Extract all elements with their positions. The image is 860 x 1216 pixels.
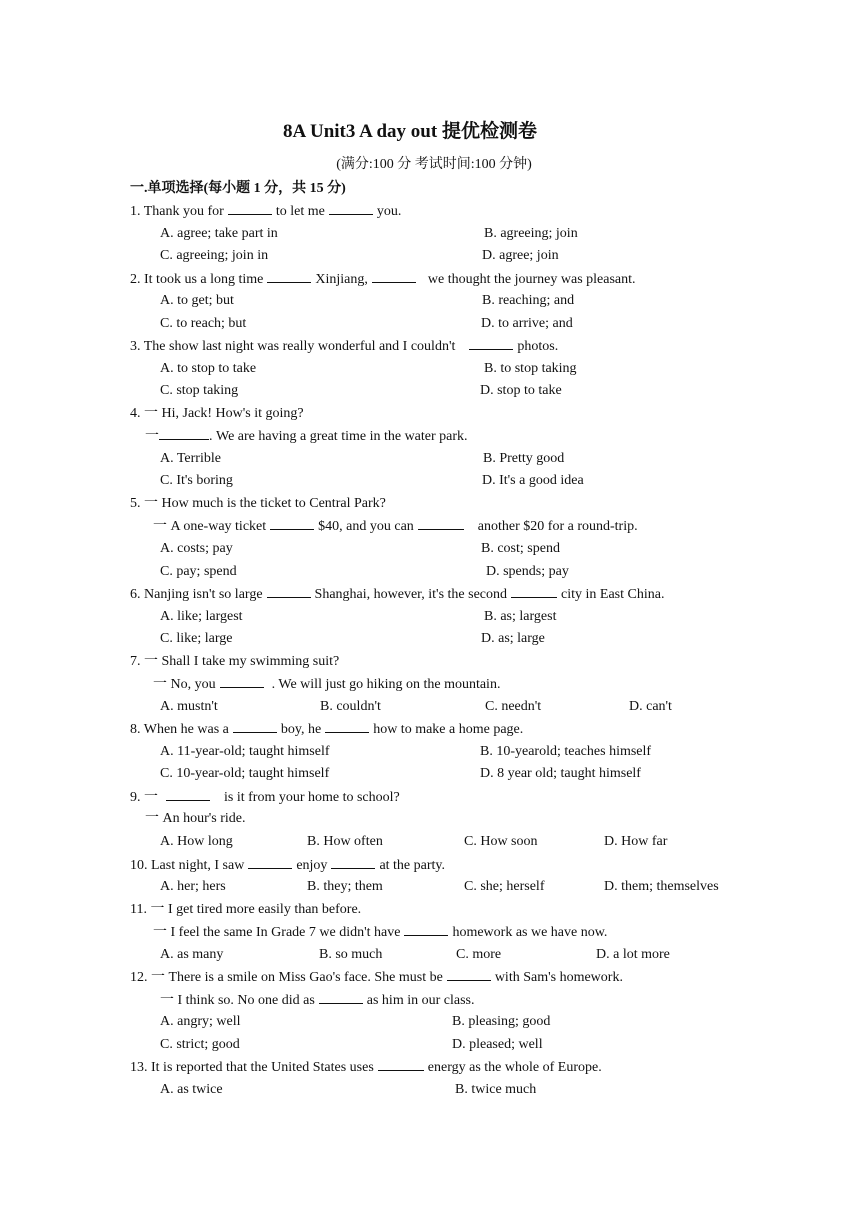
question-text: Xinjiang, (315, 272, 368, 287)
answer-blank (270, 517, 314, 530)
answer-blank (159, 427, 209, 440)
page-subtitle: (满分:100 分 考试时间:100 分钟) (336, 157, 532, 172)
question-12-reply (160, 991, 474, 1010)
answer-blank (319, 991, 363, 1004)
question-text: as him in our class. (366, 993, 475, 1008)
page-title: 8A Unit3 A day out 提优检测卷 (283, 121, 537, 142)
question-text: to let me (275, 204, 325, 219)
option-c: C. 10-year-old; taught himself (160, 766, 330, 781)
option-d: D. 8 year old; taught himself (480, 766, 641, 781)
answer-blank (404, 923, 448, 936)
answer-blank (469, 337, 513, 350)
question-text: enjoy (296, 858, 328, 873)
option-a: A. agree; take part in (160, 226, 278, 241)
question-text: energy as the whole of Europe. (427, 1060, 602, 1075)
option-d: D. spends; pay (486, 564, 569, 579)
question-2 (130, 270, 636, 289)
option-b: B. twice much (455, 1082, 537, 1097)
option-d: D. It's a good idea (482, 473, 584, 488)
question-text: we thought the journey was pleasant. (427, 272, 636, 287)
option-d: D. to arrive; and (481, 316, 573, 331)
question-text: homework as we have now. (452, 925, 608, 940)
option-b: B. cost; spend (481, 541, 560, 556)
question-9-reply: 一 An hour's ride. (145, 811, 246, 826)
question-text: 13. It is reported that the United States uses (130, 1060, 374, 1075)
option-c: C. to reach; but (160, 316, 247, 331)
answer-blank (378, 1058, 424, 1071)
question-text: 6. Nanjing isn't so large (130, 587, 263, 602)
option-d: D. as; large (481, 631, 545, 646)
answer-blank (372, 270, 416, 283)
question-text: 12. 一 There is a smile on Miss Gao's face. She must be (130, 970, 443, 985)
question-4-reply (145, 427, 468, 446)
question-text: 3. The show last night was really wonderful and I couldn't (130, 339, 456, 354)
question-8 (130, 720, 523, 739)
question-3 (130, 337, 558, 356)
question-11: 11. 一 I get tired more easily than before. (130, 902, 362, 917)
option-b: B. How often (307, 834, 383, 849)
answer-blank (267, 585, 311, 598)
option-d: D. them; themselves (604, 879, 719, 894)
option-c: C. she; herself (464, 879, 545, 894)
answer-blank (233, 720, 277, 733)
option-c: C. strict; good (160, 1037, 240, 1052)
option-b: B. as; largest (484, 609, 557, 624)
question-10 (130, 856, 445, 875)
question-text: at the party. (379, 858, 446, 873)
option-a: A. to get; but (160, 293, 234, 308)
answer-blank (447, 968, 491, 981)
section-heading: 一.单项选择(每小题 1 分，共 15 分) (130, 181, 346, 196)
question-text: is it from your home to school? (224, 790, 400, 805)
option-d: D. stop to take (480, 383, 562, 398)
option-b: B. they; them (307, 879, 383, 894)
option-a: A. costs; pay (160, 541, 233, 556)
question-text: 1. Thank you for (130, 204, 224, 219)
option-a: A. 11-year-old; taught himself (160, 744, 330, 759)
option-a: A. to stop to take (160, 361, 257, 376)
option-b: B. Pretty good (483, 451, 565, 466)
option-c: C. like; large (160, 631, 233, 646)
option-a: A. like; largest (160, 609, 243, 624)
option-c: C. needn't (485, 699, 542, 714)
answer-blank (267, 270, 311, 283)
question-text: 9. 一 (130, 790, 158, 805)
option-d: D. How far (604, 834, 668, 849)
answer-blank (329, 202, 373, 215)
option-b: B. agreeing; join (484, 226, 578, 241)
option-a: A. Terrible (160, 451, 221, 466)
question-text: with Sam's homework. (494, 970, 623, 985)
answer-blank (418, 517, 464, 530)
question-text: 10. Last night, I saw (130, 858, 245, 873)
option-a: A. angry; well (160, 1014, 241, 1029)
option-d: D. agree; join (482, 248, 559, 263)
option-c: C. pay; spend (160, 564, 237, 579)
answer-blank (325, 720, 369, 733)
question-11-reply (153, 923, 607, 942)
question-text: photos. (517, 339, 559, 354)
question-text: how to make a home page. (373, 722, 524, 737)
option-a: A. How long (160, 834, 233, 849)
question-text: 一 I think so. No one did as (160, 993, 315, 1008)
question-text: you. (376, 204, 402, 219)
question-12 (130, 968, 623, 987)
option-b: B. 10-yearold; teaches himself (480, 744, 652, 759)
question-5: 5. 一 How much is the ticket to Central Park? (130, 496, 386, 511)
question-text: boy, he (280, 722, 322, 737)
question-text: 8. When he was a (130, 722, 229, 737)
question-13 (130, 1058, 602, 1077)
option-c: C. stop taking (160, 383, 239, 398)
question-6 (130, 585, 664, 604)
question-text: . We are having a great time in the water park. (209, 429, 468, 444)
option-c: C. more (456, 947, 502, 962)
question-7-reply (153, 675, 500, 694)
question-text: city in East China. (561, 587, 665, 602)
option-d: D. pleased; well (452, 1037, 543, 1052)
option-a: A. as many (160, 947, 224, 962)
option-a: A. her; hers (160, 879, 226, 894)
option-b: B. so much (319, 947, 383, 962)
question-text: . We will just go hiking on the mountain. (271, 677, 501, 692)
answer-blank (166, 788, 210, 801)
answer-blank (248, 856, 292, 869)
question-text: 一 A one-way ticket (153, 519, 267, 534)
option-c: C. agreeing; join in (160, 248, 269, 263)
answer-blank (511, 585, 557, 598)
question-text: 一 I feel the same In Grade 7 we didn't have (153, 925, 401, 940)
option-c: C. It's boring (160, 473, 233, 488)
answer-blank (228, 202, 272, 215)
question-text: 一 No, you (153, 677, 216, 692)
question-text: $40, and you can (318, 519, 414, 534)
option-b: B. couldn't (320, 699, 381, 714)
option-c: C. How soon (464, 834, 538, 849)
option-d: D. a lot more (596, 947, 670, 962)
answer-blank (331, 856, 375, 869)
option-d: D. can't (629, 699, 672, 714)
question-5-reply (153, 517, 638, 536)
question-text: 2. It took us a long time (130, 272, 264, 287)
option-a: A. as twice (160, 1082, 223, 1097)
question-4: 4. 一 Hi, Jack! How's it going? (130, 406, 304, 421)
question-text: Shanghai, however, it's the second (314, 587, 508, 602)
option-a: A. mustn't (160, 699, 218, 714)
question-text: 一 (145, 429, 159, 444)
option-b: B. to stop taking (484, 361, 577, 376)
answer-blank (220, 675, 264, 688)
option-b: B. pleasing; good (452, 1014, 551, 1029)
question-7: 7. 一 Shall I take my swimming suit? (130, 654, 340, 669)
question-text: another $20 for a round-trip. (477, 519, 638, 534)
question-1 (130, 202, 401, 221)
option-b: B. reaching; and (482, 293, 575, 308)
question-9 (130, 788, 400, 807)
